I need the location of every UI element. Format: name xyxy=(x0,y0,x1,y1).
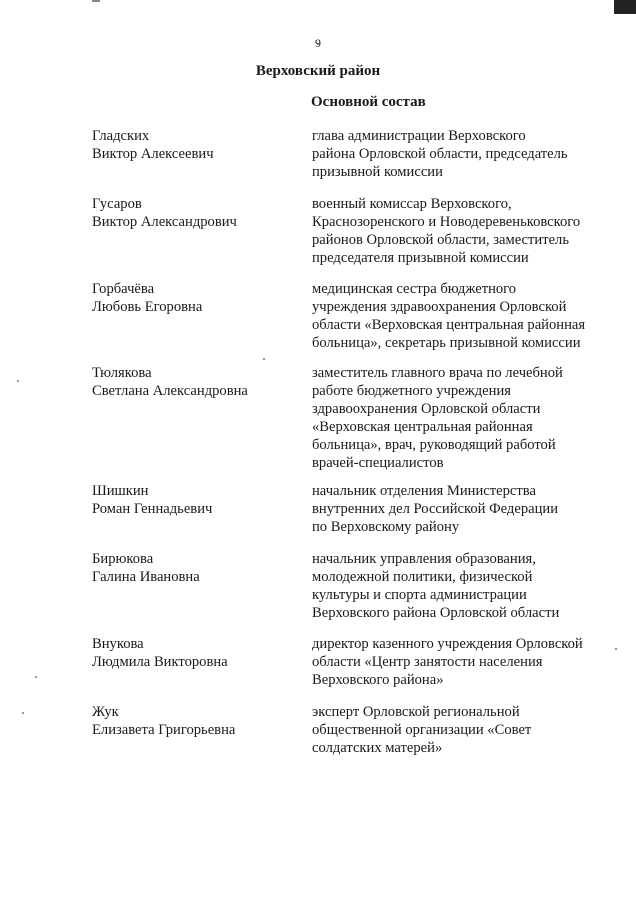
member-position-line: культуры и спорта администрации xyxy=(312,587,527,603)
member-surname: Жук xyxy=(92,704,119,720)
member-position-line: общественной организации «Совет xyxy=(312,722,532,738)
member-position-line: глава администрации Верховского xyxy=(312,128,526,144)
member-surname: Горбачёва xyxy=(92,281,155,297)
member-position-line: заместитель главного врача по лечебной xyxy=(312,365,563,381)
member-surname: Бирюкова xyxy=(92,551,154,567)
member-position-line: начальник управления образования, xyxy=(312,551,536,567)
member-position-line: больница», секретарь призывной комиссии xyxy=(312,335,581,351)
member-given-names: Галина Ивановна xyxy=(92,569,200,585)
member-given-names: Людмила Викторовна xyxy=(92,654,228,670)
member-position-line: «Верховская центральная районная xyxy=(312,419,533,435)
member-position-line: Верховского района» xyxy=(312,672,444,688)
scan-mark-top-left xyxy=(92,0,100,2)
member-position-line: начальник отделения Министерства xyxy=(312,483,536,499)
member-position xyxy=(312,364,612,472)
member-position xyxy=(312,703,612,757)
member-position-line: призывной комиссии xyxy=(312,164,443,180)
member-position-line: здравоохранения Орловской области xyxy=(312,401,541,417)
section-title: Основной состав xyxy=(311,94,426,110)
scan-speck xyxy=(17,380,19,382)
member-given-names: Роман Геннадьевич xyxy=(92,501,213,517)
member-surname: Внукова xyxy=(92,636,144,652)
member-name xyxy=(92,550,292,586)
member-position xyxy=(312,635,612,689)
member-name xyxy=(92,195,292,231)
page-number: 9 xyxy=(315,36,321,50)
member-position-line: врачей-специалистов xyxy=(312,455,444,471)
member-given-names: Виктор Александрович xyxy=(92,214,237,230)
member-position-line: области «Центр занятости населения xyxy=(312,654,543,670)
member-position-line: председателя призывной комиссии xyxy=(312,250,529,266)
scan-speck xyxy=(22,712,24,714)
member-position-line: солдатских матерей» xyxy=(312,740,443,756)
member-position-line: военный комиссар Верховского, xyxy=(312,196,512,212)
member-position xyxy=(312,280,612,352)
member-position-line: Краснозоренского и Новодеревеньковского xyxy=(312,214,581,230)
member-position-line: района Орловской области, председатель xyxy=(312,146,568,162)
member-position-line: области «Верховская центральная районная xyxy=(312,317,586,333)
member-position-line: эксперт Орловской региональной xyxy=(312,704,520,720)
member-position xyxy=(312,127,612,181)
member-surname: Гусаров xyxy=(92,196,142,212)
member-name xyxy=(92,280,292,316)
member-position-line: учреждения здравоохранения Орловской xyxy=(312,299,567,315)
member-position-line: по Верховскому району xyxy=(312,519,460,535)
member-surname: Гладских xyxy=(92,128,150,144)
member-position-line: молодежной политики, физической xyxy=(312,569,533,585)
scan-speck xyxy=(263,358,265,360)
member-name xyxy=(92,635,292,671)
scan-speck xyxy=(35,676,37,678)
member-position-line: работе бюджетного учреждения xyxy=(312,383,511,399)
member-name xyxy=(92,482,292,518)
member-position xyxy=(312,550,612,622)
member-given-names: Елизавета Григорьевна xyxy=(92,722,236,738)
member-position xyxy=(312,482,612,536)
member-name xyxy=(92,127,292,163)
member-name xyxy=(92,703,292,739)
member-given-names: Любовь Егоровна xyxy=(92,299,203,315)
member-surname: Шишкин xyxy=(92,483,149,499)
member-position-line: директор казенного учреждения Орловской xyxy=(312,636,583,652)
member-position xyxy=(312,195,612,267)
scan-mark-top-right xyxy=(614,0,636,14)
member-given-names: Светлана Александровна xyxy=(92,383,248,399)
member-name xyxy=(92,364,292,400)
scan-speck xyxy=(615,648,617,650)
member-given-names: Виктор Алексеевич xyxy=(92,146,214,162)
member-position-line: медицинская сестра бюджетного xyxy=(312,281,517,297)
member-position-line: районов Орловской области, заместитель xyxy=(312,232,569,248)
member-position-line: внутренних дел Российской Федерации xyxy=(312,501,559,517)
member-position-line: больница», врач, руководящий работой xyxy=(312,437,556,453)
member-position-line: Верховского района Орловской области xyxy=(312,605,560,621)
member-surname: Тюлякова xyxy=(92,365,152,381)
district-title: Верховский район xyxy=(255,63,381,79)
